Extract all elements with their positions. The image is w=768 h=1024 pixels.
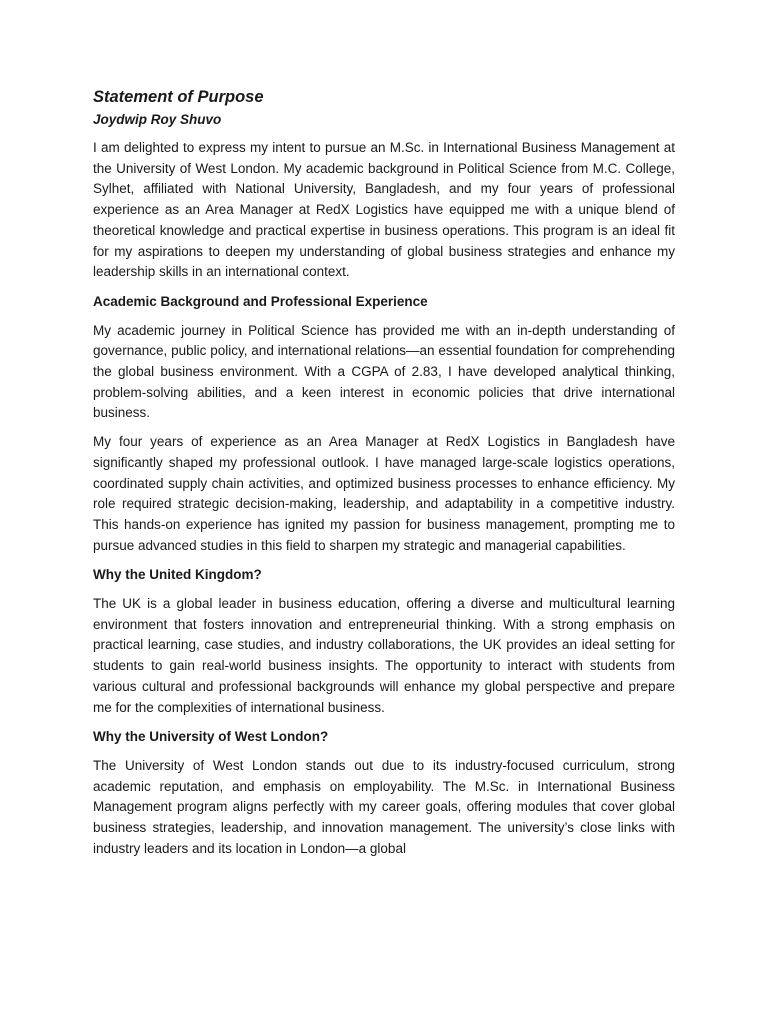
section-paragraph: My academic journey in Political Science has provided me with an in-depth understanding of governance, public policy, and international relations—an essential foundation for comprehending the global business environment. With a CGPA of 2.83, I have developed analytical thinking, problem-solving abilities, and a keen interest in economic policies that drive international business. bbox=[93, 322, 675, 421]
author-name: Joydwip Roy Shuvo bbox=[93, 112, 222, 127]
section-paragraph: The UK is a global leader in business education, offering a diverse and multicultural learning environment that fosters innovation and entrepreneurial thinking. With a strong emphasis on practical learning, case studies, and industry collaborations, the UK provides an ideal setting for students to gain real-world business insights. The opportunity to interact with students from various cultural and professional backgrounds will enhance my global perspective and prepare me for the complexities of international business. bbox=[93, 596, 675, 715]
section-paragraph: The University of West London stands out due to its industry-focused curriculum, strong academic reputation, and emphasis on employability. The M.Sc. in International Business Management program aligns perfectly with my career goals, offering modules that cover global business strategies, leadership, and innovation management. The university’s close links with industry leaders and its location in London—a global bbox=[93, 757, 675, 856]
document-page bbox=[93, 86, 675, 860]
section-academic-background bbox=[93, 292, 675, 556]
section-why-uwl bbox=[93, 727, 675, 859]
section-heading: Academic Background and Professional Experience bbox=[93, 293, 428, 309]
section-heading: Why the United Kingdom? bbox=[93, 567, 262, 583]
section-paragraph: My four years of experience as an Area Manager at RedX Logistics in Bangladesh have significantly shaped my professional outlook. I have managed large-scale logistics operations, coordinated supply chain activities, and optimized business processes to enhance efficiency. My role required strategic decision-making, leadership, and adaptability in a competitive industry. This hands-on experience has ignited my passion for business management, prompting me to pursue advanced studies in this field to sharpen my strategic and managerial capabilities. bbox=[93, 434, 675, 553]
section-heading: Why the University of West London? bbox=[93, 729, 329, 745]
section-why-uk bbox=[93, 565, 675, 718]
intro-paragraph: I am delighted to express my intent to pursue an M.Sc. in International Business Management at the University of West London. My academic background in Political Science from M.C. College, Sylhet, affiliated with National University, Bangladesh, and my four years of professional experience as an Area Manager at RedX Logistics have equipped me with a unique blend of theoretical knowledge and practical expertise in business operations. This program is an ideal fit for my aspirations to deepen my understanding of global business strategies and enhance my leadership skills in an international context. bbox=[93, 140, 675, 280]
document-title: Statement of Purpose bbox=[93, 88, 264, 106]
